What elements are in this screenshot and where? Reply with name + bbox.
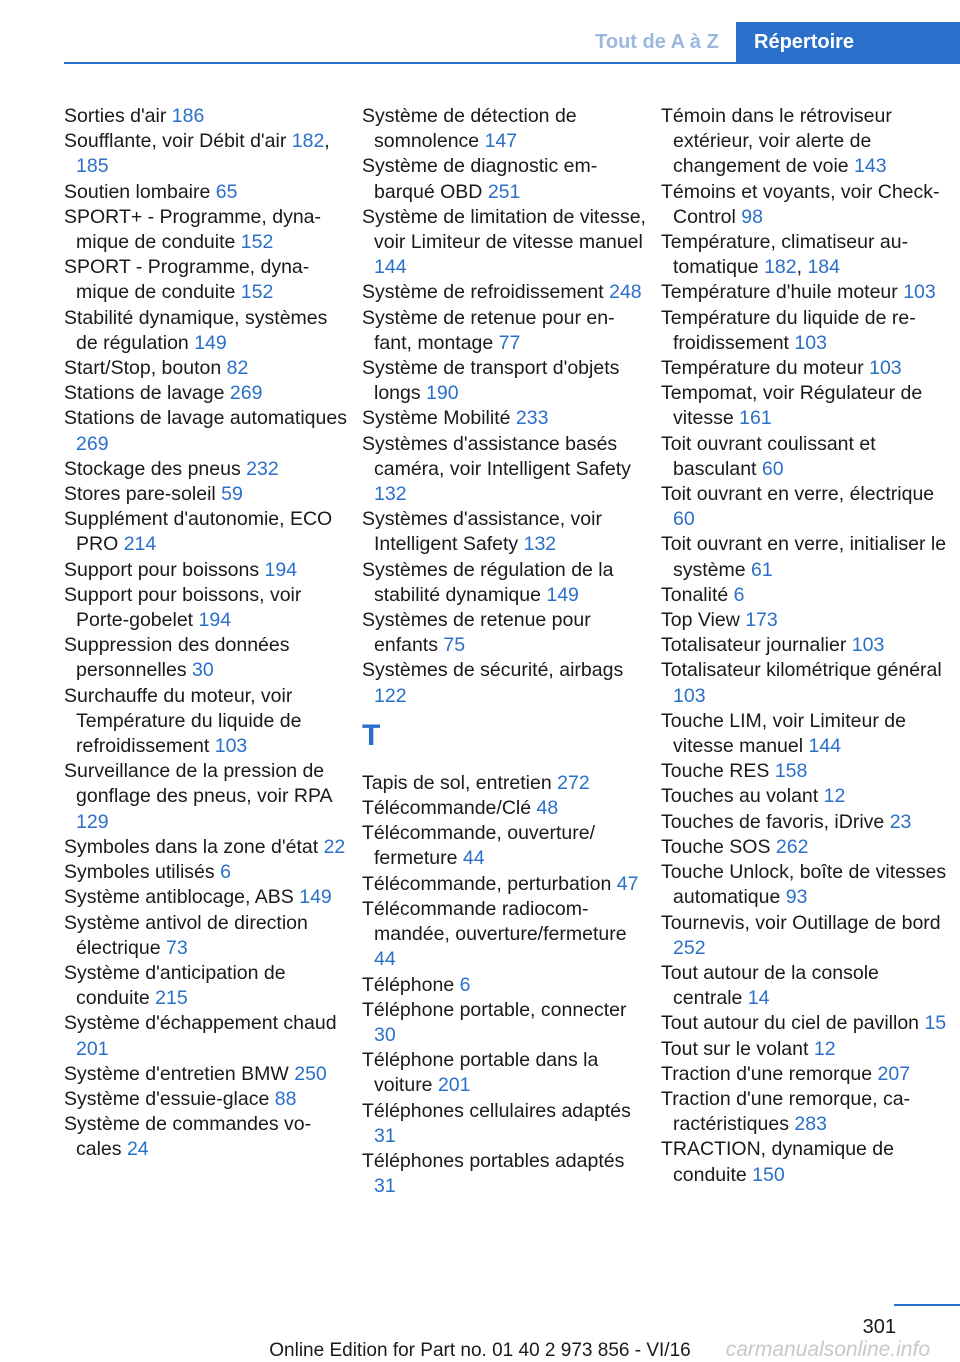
page-reference-link[interactable]: 269	[229, 382, 263, 405]
page-reference-link[interactable]: 152	[240, 231, 274, 254]
index-entry-term: Système d'anticipation de conduite	[64, 961, 286, 1010]
page-reference-link[interactable]: 6	[220, 861, 231, 884]
page-reference-link[interactable]: 233	[515, 407, 549, 430]
index-entry	[362, 771, 646, 796]
index-entry-term: Stores pare-soleil	[64, 483, 216, 506]
index-entry	[661, 1011, 953, 1036]
index-entry	[362, 658, 646, 708]
index-entry-term: Touche SOS	[661, 835, 771, 858]
page-reference-link[interactable]: 232	[246, 457, 279, 480]
index-entry	[362, 1149, 646, 1199]
page-reference-link[interactable]: 272	[557, 771, 590, 794]
index-entry-term: Toit ouvrant coulissant et basculant	[661, 432, 876, 480]
index-entry-term: Support pour boissons, voir Porte-gobelet	[64, 583, 302, 632]
index-entry	[64, 860, 348, 885]
index-entry-term: Support pour boissons	[64, 558, 260, 581]
index-entry-term: Téléphone portable, connecter	[362, 998, 627, 1021]
page-reference-link[interactable]: 262	[775, 835, 809, 858]
index-entry	[362, 406, 646, 431]
index-entry	[64, 1112, 348, 1162]
page-reference-link[interactable]: 47	[616, 872, 639, 895]
index-entry: Soufflante, voir Débit d'air 182, 185	[64, 130, 330, 178]
index-entry-term: Tout sur le volant	[661, 1037, 809, 1060]
page-reference-link[interactable]: 12	[823, 785, 846, 808]
index-entry	[64, 306, 348, 356]
page-reference-link[interactable]: 122	[374, 684, 407, 707]
index-entry-term: Système de retenue pour enfant, montage	[362, 306, 615, 354]
index-entry-term: Système antivol de direction électrique	[64, 911, 308, 959]
index-entry	[362, 1099, 646, 1149]
page-reference-link[interactable]: 252	[673, 936, 706, 959]
page-reference-link[interactable]: 149	[546, 583, 579, 606]
page-number-rule	[894, 1304, 960, 1306]
index-entry-term: Toit ouvrant en verre, initialiser le système	[661, 533, 947, 581]
index-entry	[661, 1137, 953, 1187]
page-reference-link[interactable]: 103	[214, 735, 248, 758]
index-entry	[661, 759, 953, 784]
page-reference-link[interactable]: 173	[745, 609, 778, 632]
page-reference-link[interactable]: 144	[808, 735, 842, 758]
page-reference-link[interactable]: 93	[785, 886, 808, 909]
index-entry-term: SPORT - Programme, dynamique de conduite	[64, 256, 310, 304]
page-reference-link[interactable]: 59	[221, 483, 243, 506]
index-entry	[661, 356, 953, 381]
page-reference-link[interactable]: 23	[889, 810, 912, 833]
index-entry	[661, 709, 953, 759]
page-reference-link[interactable]: 60	[673, 508, 695, 531]
page-reference-link[interactable]: 12	[813, 1037, 836, 1060]
page-reference-link[interactable]: 147	[484, 130, 518, 153]
index-entry-term: Système Mobilité	[362, 407, 511, 430]
index-entry	[64, 633, 348, 683]
index-entry	[64, 1087, 348, 1112]
index-column-3	[661, 104, 953, 1188]
page-reference-link[interactable]: 61	[751, 558, 773, 581]
page-reference-link[interactable]: 15	[924, 1012, 947, 1035]
index-entry	[661, 180, 953, 230]
index-entry-term: Stockage des pneus	[64, 457, 241, 480]
page-reference-link[interactable]: 6	[733, 583, 745, 606]
index-entry	[64, 205, 348, 255]
index-entry-term: Téléphones cellulaires adaptés	[362, 1099, 631, 1122]
page-reference-link[interactable]: 22	[323, 835, 346, 858]
index-entry-term: Surveillance de la pression de gonflage des pneus, voir RPA	[64, 760, 332, 808]
index-entry	[64, 482, 348, 507]
index-entry-term: Système de transport d'objets longs	[362, 357, 620, 405]
index-entry	[64, 911, 348, 961]
index-entry	[362, 973, 646, 998]
page-reference-link[interactable]: 214	[123, 533, 157, 556]
index-entry	[64, 684, 348, 760]
index-entry	[64, 406, 348, 456]
page-reference-link[interactable]: 82	[226, 357, 249, 380]
page-reference-link[interactable]: 150	[752, 1163, 785, 1186]
index-entry-term: Start/Stop, bouton	[64, 357, 222, 380]
index-column-1	[64, 104, 348, 1163]
index-entry-term: Systèmes d'assistance, voir Intelligent Safety	[362, 508, 602, 556]
page-reference-link[interactable]: 44	[374, 948, 396, 971]
page-reference-link[interactable]: 77	[498, 331, 521, 354]
index-entry-term: Télécommande, perturbation	[362, 872, 612, 895]
page-reference-link[interactable]: 158	[774, 760, 808, 783]
index-entry-term: Totalisateur kilométrique général	[661, 659, 942, 682]
index-entry	[661, 911, 953, 961]
index-entry	[362, 432, 646, 508]
index-entry-term: Système d'entretien BMW	[64, 1062, 289, 1085]
index-entry-term: Top View	[661, 609, 740, 632]
page-reference-link[interactable]: 98	[741, 205, 763, 228]
index-entry	[64, 1062, 348, 1087]
index-entry	[64, 558, 348, 583]
index-entry-term: Télécommande radiocommandée, ouverture/fermeture	[362, 897, 627, 946]
index-entry-term: Système de refroidissement	[362, 281, 604, 304]
index-entry	[661, 961, 953, 1011]
index-entry-term: Téléphone	[362, 973, 455, 996]
header-rule	[64, 62, 960, 64]
page-reference-link[interactable]: 201	[76, 1037, 109, 1060]
index-entry	[64, 961, 348, 1011]
index-entry-term: Stations de lavage	[64, 382, 225, 405]
index-entry	[661, 810, 953, 835]
index-entry-term: Sorties d'air	[64, 105, 167, 127]
index-entry	[362, 280, 646, 305]
page-reference-link[interactable]: 132	[374, 483, 407, 506]
page-reference-link[interactable]: 182	[764, 256, 797, 279]
index-entry	[362, 897, 646, 973]
index-entry-term: Système d'essuie-glace	[64, 1087, 270, 1110]
page-reference-link[interactable]: 88	[274, 1087, 297, 1110]
page-reference-link[interactable]: 65	[215, 180, 238, 203]
page-reference-link[interactable]: 144	[374, 256, 407, 279]
page-reference-link[interactable]: 132	[523, 533, 557, 556]
page-number: 301	[862, 1316, 896, 1338]
index-entry-term: Symboles dans la zone d'état	[64, 835, 319, 858]
page-reference-link[interactable]: 186	[171, 105, 205, 127]
index-entry	[661, 784, 953, 809]
index-entry-term: Système de commandes vocales	[64, 1113, 312, 1161]
index-entry-term: Systèmes de sécurité, airbags	[362, 659, 624, 682]
index-entry	[362, 356, 646, 406]
index-entry-term: Système de limitation de vitesse, voir Limiteur de vitesse manuel	[362, 205, 646, 254]
index-entry	[661, 482, 953, 532]
index-entry-term: Système de détection de somnolence	[362, 105, 577, 153]
page-reference-link[interactable]: 103	[903, 281, 936, 304]
index-entry-term: Téléphone portable dans la voiture	[362, 1049, 599, 1097]
header-chapter-tab[interactable]: Répertoire	[736, 22, 960, 62]
index-entry: Température, climatiseur automatique 182, 184	[661, 231, 909, 279]
index-entry-term: Stations de lavage automatiques	[64, 407, 347, 430]
index-entry	[64, 457, 348, 482]
page-reference-link[interactable]: 31	[374, 1175, 396, 1198]
page-reference-link[interactable]: 30	[192, 659, 214, 682]
page-reference-link[interactable]: 250	[294, 1062, 327, 1085]
index-entry-term: Tempomat, voir Régulateur de vitesse	[661, 382, 923, 430]
index-entry-term: Système de diagnostic embarqué OBD	[362, 155, 598, 203]
index-entry	[362, 608, 646, 658]
page-reference-link[interactable]: 201	[437, 1074, 471, 1097]
index-entry	[64, 583, 348, 633]
page-reference-link[interactable]: 31	[374, 1124, 396, 1147]
index-entry	[64, 104, 348, 129]
page-reference-link[interactable]: 269	[76, 432, 109, 455]
index-entry	[362, 821, 646, 871]
page-reference-link[interactable]: 60	[761, 457, 784, 480]
index-entry	[661, 104, 953, 180]
index-entry-term: Tout autour du ciel de pavillon	[661, 1012, 920, 1035]
page-reference-link[interactable]: 149	[299, 886, 332, 909]
index-entry-term: Touche LIM, voir Limiteur de vitesse manuel	[661, 709, 906, 758]
index-column-2	[362, 104, 646, 1199]
index-entry	[661, 306, 953, 356]
index-entry-term: Température du moteur	[661, 357, 864, 380]
page-reference-link[interactable]: 73	[165, 936, 188, 959]
page-reference-link[interactable]: 185	[76, 155, 109, 178]
index-entry-term: Télécommande/Clé	[362, 797, 532, 820]
page-reference-link[interactable]: 182	[291, 130, 325, 153]
page-reference-link[interactable]: 184	[807, 256, 840, 279]
index-letter-heading: T	[362, 718, 381, 752]
index-entry	[64, 507, 348, 557]
index-entry-term: Soutien lombaire	[64, 180, 211, 203]
index-entry-term: Tonalité	[661, 583, 729, 606]
index-entry-term: Tournevis, voir Outillage de bord	[661, 911, 941, 934]
page-reference-link[interactable]: 44	[462, 847, 485, 870]
index-entry	[661, 1037, 953, 1062]
index-entry	[362, 306, 646, 356]
page-reference-link[interactable]: 161	[739, 407, 772, 430]
page-reference-link[interactable]: 190	[426, 382, 459, 405]
index-entry-term: Toit ouvrant en verre, électrique	[661, 483, 935, 506]
index-entry-term: Systèmes de régulation de la stabilité dynamique	[362, 558, 614, 606]
index-entry-term: Supplément d'autonomie, ECO PRO	[64, 508, 333, 556]
page-reference-link[interactable]: 30	[374, 1023, 396, 1046]
index-entry-term: Systèmes de retenue pour enfants	[362, 609, 591, 657]
index-entry	[64, 835, 348, 860]
index-entry	[362, 796, 646, 821]
index-entry-term: Symboles utilisés	[64, 861, 215, 884]
index-entry-term: Température du liquide de refroidissement	[661, 306, 916, 354]
page-reference-link[interactable]: 75	[443, 634, 466, 657]
page-reference-link[interactable]: 283	[794, 1113, 827, 1136]
index-entry	[661, 608, 953, 633]
index-entry	[661, 633, 953, 658]
index-entry-term: Température, climatiseur automatique	[661, 231, 909, 279]
index-entry	[661, 583, 953, 608]
page-reference-link[interactable]: 248	[609, 281, 642, 304]
index-entry	[362, 154, 646, 204]
index-entry-term: Témoin dans le rétroviseur extérieur, voir alerte de changement de voie	[661, 105, 892, 178]
index-entry-term: Totalisateur journalier	[661, 634, 847, 657]
index-entry-term: SPORT+ - Programme, dynamique de conduite	[64, 205, 322, 254]
index-entry	[64, 885, 348, 910]
index-entry	[362, 1048, 646, 1098]
index-entry-term: Touches de favoris, iDrive	[661, 810, 885, 833]
index-entry	[64, 356, 348, 381]
index-entry-term: Traction d'une remorque	[661, 1062, 873, 1085]
index-entry-term: Traction d'une remorque, caractéristiques	[661, 1087, 911, 1136]
index-entry-term: Surchauffe du moteur, voir Température du liquide de refroidissement	[64, 684, 302, 758]
index-entry-term: Téléphones portables adaptés	[362, 1149, 625, 1172]
page-reference-link[interactable]: 103	[673, 684, 706, 707]
index-entry-term: Touche Unlock, boîte de vitesses automatique	[661, 861, 947, 909]
index-entry-term: Soufflante, voir Débit d'air	[64, 130, 287, 153]
index-entry-term: Suppression des données personnelles	[64, 634, 290, 682]
index-entry	[661, 1062, 953, 1087]
index-entry	[661, 280, 953, 305]
index-entry	[362, 998, 646, 1048]
index-entry	[661, 381, 953, 431]
index-entry-term: Stabilité dynamique, systèmes de régulation	[64, 306, 328, 354]
header-section-tab[interactable]: Tout de A à Z	[595, 30, 719, 53]
index-entry	[362, 205, 646, 281]
index-entry	[661, 532, 953, 582]
index-entry	[64, 381, 348, 406]
index-entry	[362, 507, 646, 557]
watermark: carmanualsonline.info	[725, 1338, 930, 1361]
page-reference-link[interactable]: 24	[126, 1138, 149, 1161]
page-reference-link[interactable]: 103	[869, 357, 902, 380]
index-entry	[362, 558, 646, 608]
page-reference-link[interactable]: 103	[851, 634, 885, 657]
index-entry-term: Température d'huile moteur	[661, 281, 898, 304]
index-entry-term: Télécommande, ouverture/ fermeture	[362, 822, 596, 870]
page-reference-link[interactable]: 129	[76, 810, 109, 833]
index-entry	[362, 872, 646, 897]
index-entry	[661, 1087, 953, 1137]
index-entry	[661, 432, 953, 482]
page-reference-link[interactable]: 149	[194, 331, 227, 354]
page-reference-link[interactable]: 48	[536, 797, 559, 820]
index-entry-term: TRACTION, dynamique de conduite	[661, 1138, 895, 1186]
page-reference-link[interactable]: 194	[264, 558, 298, 581]
index-entry-term: Témoins et voyants, voir Check-Control	[661, 180, 940, 228]
index-entry-term: Touche RES	[661, 760, 770, 783]
index-entry-term: Touches au volant	[661, 785, 819, 808]
index-entry	[661, 658, 953, 708]
index-entry-term: Tout autour de la console centrale	[661, 961, 879, 1010]
page-reference-link[interactable]: 14	[747, 987, 770, 1010]
index-entry	[661, 860, 953, 910]
index-entry	[64, 759, 348, 835]
index-entry	[64, 180, 348, 205]
page-reference-link[interactable]: 251	[487, 180, 521, 203]
page-reference-link[interactable]: 103	[794, 331, 827, 354]
index-entry-term: Systèmes d'assistance basés caméra, voir Intelligent Safety	[362, 432, 631, 480]
page-reference-link[interactable]: 207	[877, 1062, 911, 1085]
page-reference-link[interactable]: 143	[854, 155, 887, 178]
footer-edition: Online Edition for Part no. 01 40 2 973 856 - VI/16	[269, 1340, 691, 1361]
index-entry-term: Tapis de sol, entretien	[362, 771, 552, 794]
page-reference-link[interactable]: 6	[459, 973, 471, 996]
page-reference-link[interactable]: 194	[198, 609, 232, 632]
index-entry-term: Système d'échappement chaud	[64, 1012, 337, 1035]
index-entry	[64, 1011, 348, 1061]
index-entry-term: Système antiblocage, ABS	[64, 886, 294, 909]
index-entry	[64, 255, 348, 305]
page-reference-link[interactable]: 215	[155, 987, 188, 1010]
page-reference-link[interactable]: 152	[240, 281, 274, 304]
index-entry	[661, 835, 953, 860]
index-entry	[362, 104, 646, 154]
